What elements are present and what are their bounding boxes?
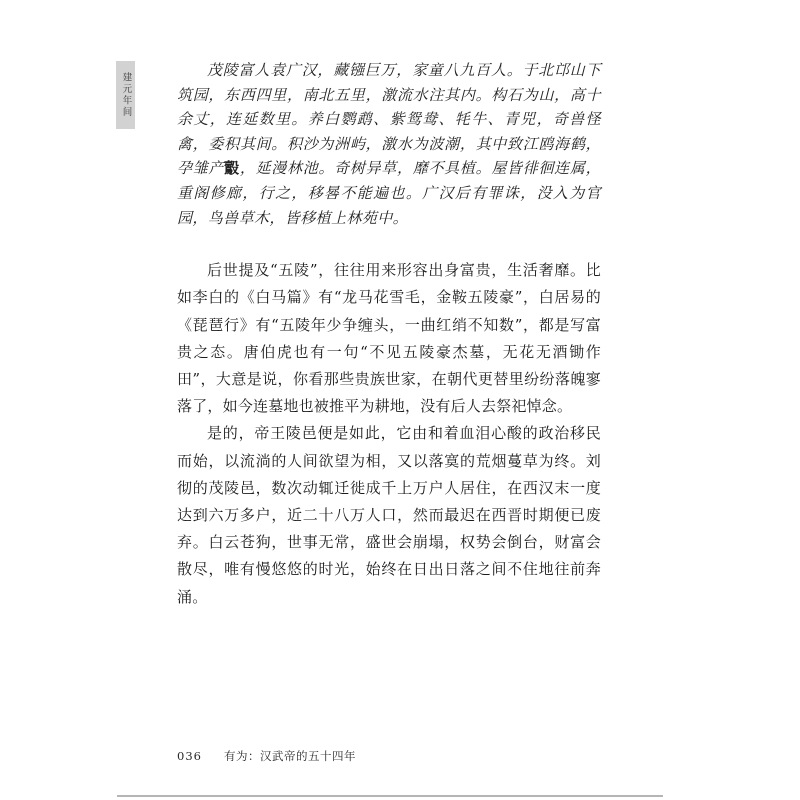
quote-text-post: ，延漫林池。奇树异草，靡不具植。屋皆徘徊连属，重阁修廊，行之，移晷不能遍也。广汉后有罪诛，没入为官园，鸟兽草木，皆移植上林苑中。 bbox=[177, 159, 602, 227]
page-bottom-edge-line bbox=[117, 795, 663, 797]
body-paragraph-1: 后世提及“五陵”，往往用来形容出身富贵，生活奢靡。比如李白的《白马篇》有“龙马花雪毛，金鞍五陵豪”，白居易的《琵琶行》有“五陵年少争缠头，一曲红绡不知数”，都是写富贵之态。唐伯虎也有一句“不见五陵豪杰墓，无花无酒锄作田”，大意是说，你看那些贵族世家，在朝代更替里纷纷落魄寥落了，如今连墓地也被推平为耕地，没有后人去祭祀悼念。 bbox=[177, 261, 601, 416]
quote-bold-glyph: 鷇 bbox=[224, 159, 240, 178]
body-paragraph-2: 是的，帝王陵邑便是如此，它由和着血泪心酸的政治移民而始，以流淌的人间欲望为相，又以落寞的荒烟蔓草为终。刘彻的茂陵邑，数次动辄迁徙成千上万户人居住，在西汉末一度达到六万多户，近二十八万人口，然而最迟在西晋时期便已废弃。白云苍狗，世事无常，盛世会崩塌，权势会倒台，财富会散尽，唯有慢悠悠的时光，始终在日出日落之间不住地往前奔涌。 bbox=[177, 424, 601, 606]
quote-paragraph bbox=[177, 58, 601, 230]
page-footer bbox=[177, 748, 356, 764]
text-block bbox=[177, 58, 601, 611]
page-number: 036 bbox=[177, 749, 202, 763]
book-title: 有为：汉武帝的五十四年 bbox=[223, 749, 356, 763]
quote-text-pre: 茂陵富人袁广汉，藏镪巨万，家童八九百人。于北邙山下筑园，东西四里，南北五里，激流水注其内。构石为山，高十余丈，连延数里。养白鹦鹉、紫鸳鸯、牦牛、青兕，奇兽怪禽，委积其间。积沙为洲屿，激水为波潮，其中致江鸥海鹤，孕雏产 bbox=[177, 61, 601, 178]
chapter-margin-tab: 建元年间 bbox=[116, 61, 135, 129]
